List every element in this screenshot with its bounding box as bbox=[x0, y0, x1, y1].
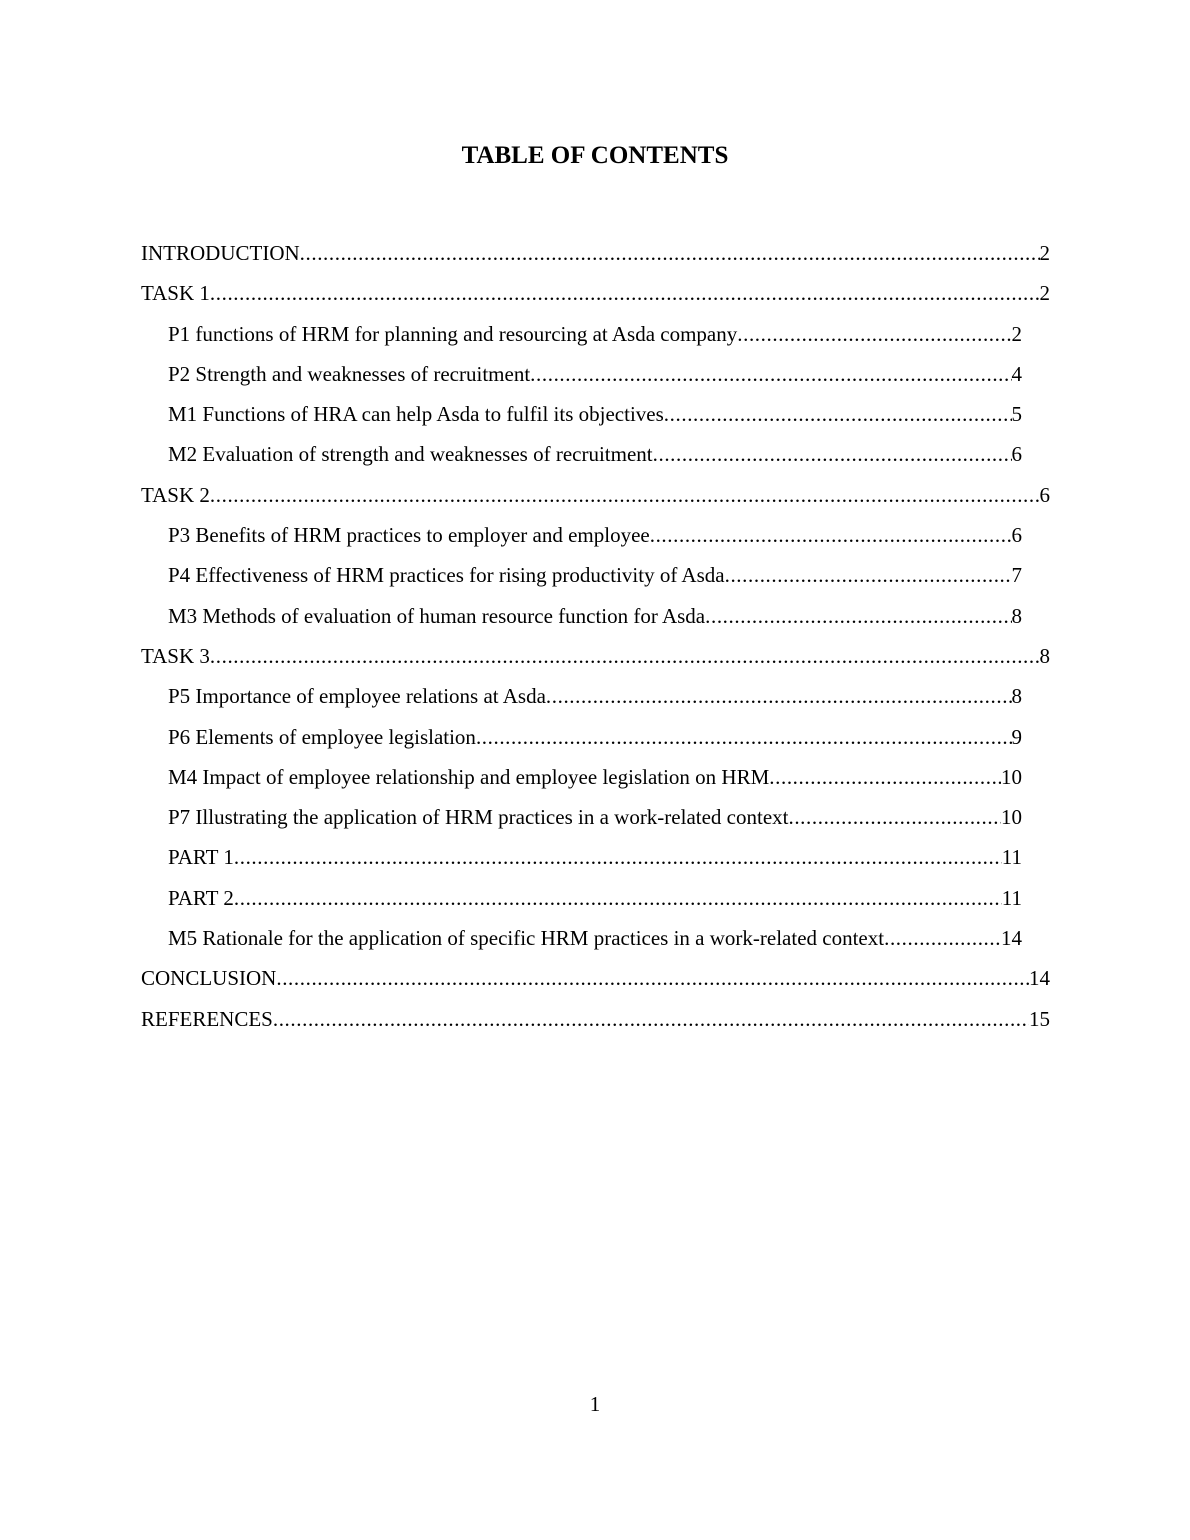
toc-leader-dots bbox=[210, 640, 1040, 672]
toc-entry-text: M3 Methods of evaluation of human resource function for Asda bbox=[168, 603, 706, 628]
toc-entry[interactable] bbox=[141, 479, 1050, 519]
toc-leader-dots bbox=[300, 237, 1040, 269]
toc-entry-page: 6 bbox=[1039, 482, 1050, 507]
toc-entry-page: 14 bbox=[1001, 926, 1022, 951]
toc-entry[interactable] bbox=[168, 358, 1022, 398]
toc-leader-dots bbox=[650, 519, 1012, 551]
toc-leader-dots bbox=[725, 559, 1012, 591]
toc-entry[interactable] bbox=[141, 237, 1050, 277]
toc-leader-dots bbox=[276, 962, 1029, 994]
toc-entry-page: 11 bbox=[1001, 845, 1022, 870]
toc-title: TABLE OF CONTENTS bbox=[461, 142, 729, 169]
toc-entry-text: P6 Elements of employee legislation bbox=[168, 724, 476, 749]
toc-entry[interactable] bbox=[168, 600, 1022, 640]
toc-entry[interactable] bbox=[168, 922, 1022, 962]
toc-entry-text: INTRODUCTION bbox=[141, 241, 300, 265]
toc-entry-text: P1 functions of HRM for planning and resourcing at Asda company bbox=[168, 321, 738, 346]
toc-leader-dots bbox=[476, 721, 1012, 753]
toc-entry[interactable] bbox=[141, 640, 1050, 680]
toc-leader-dots bbox=[234, 882, 1002, 914]
toc-leader-dots bbox=[530, 358, 1011, 390]
toc-entry[interactable] bbox=[168, 721, 1022, 761]
toc-leader-dots bbox=[788, 801, 1001, 833]
toc-entry-page: 8 bbox=[1039, 643, 1050, 668]
toc-entry-page: 15 bbox=[1029, 1006, 1050, 1031]
toc-leader-dots bbox=[705, 600, 1011, 632]
toc-entry[interactable] bbox=[168, 559, 1022, 599]
toc-leader-dots bbox=[884, 922, 1001, 954]
toc-entry-text: M5 Rationale for the application of specific HRM practices in a work-related context bbox=[168, 926, 885, 951]
toc-entry-text: M2 Evaluation of strength and weaknesses of recruitment bbox=[168, 442, 653, 467]
toc-entry[interactable] bbox=[168, 882, 1022, 922]
toc-entry-page: 5 bbox=[1011, 402, 1022, 427]
toc-leader-dots bbox=[737, 318, 1011, 350]
toc-entry-page: 10 bbox=[1001, 805, 1022, 830]
toc-entry-text: P2 Strength and weaknesses of recruitment bbox=[168, 361, 531, 386]
toc-entry[interactable] bbox=[168, 761, 1022, 801]
toc-entry[interactable] bbox=[168, 318, 1022, 358]
toc-entry-text: P3 Benefits of HRM practices to employer and employee bbox=[168, 523, 650, 548]
toc-entry-text: CONCLUSION bbox=[141, 966, 277, 991]
toc-entry-text: P7 Illustrating the application of HRM practices in a work-related context bbox=[168, 805, 789, 830]
toc-leader-dots bbox=[273, 1003, 1029, 1035]
toc-entry[interactable] bbox=[141, 277, 1050, 317]
toc-entry-text: TASK 1 bbox=[141, 281, 210, 306]
toc-leader-dots bbox=[210, 479, 1040, 511]
toc-entry[interactable] bbox=[168, 841, 1022, 881]
toc-leader-dots bbox=[546, 680, 1012, 712]
toc-entry-text: P5 Importance of employee relations at Asda bbox=[168, 684, 546, 709]
toc-entry-page: 6 bbox=[1011, 523, 1022, 548]
toc-entry[interactable] bbox=[168, 398, 1022, 438]
toc-entry-page: 8 bbox=[1011, 603, 1022, 628]
page-number: 1 bbox=[589, 1392, 601, 1416]
toc-entry[interactable] bbox=[168, 438, 1022, 478]
toc-entry-page: 11 bbox=[1001, 885, 1022, 910]
toc-entry[interactable] bbox=[141, 1003, 1050, 1043]
toc-entry-text: PART 1 bbox=[168, 845, 234, 870]
toc-list bbox=[0, 237, 1190, 1043]
toc-leader-dots bbox=[234, 841, 1002, 873]
toc-entry[interactable] bbox=[168, 519, 1022, 559]
toc-entry[interactable] bbox=[168, 801, 1022, 841]
toc-entry-text: P4 Effectiveness of HRM practices for rising productivity of Asda bbox=[168, 563, 725, 588]
toc-leader-dots bbox=[653, 438, 1012, 470]
toc-entry-text: TASK 3 bbox=[141, 643, 210, 668]
toc-leader-dots bbox=[664, 398, 1012, 430]
toc-entry[interactable] bbox=[168, 680, 1022, 720]
toc-entry-page: 2 bbox=[1011, 321, 1022, 346]
toc-entry-page: 4 bbox=[1011, 361, 1022, 386]
toc-entry-text: REFERENCES bbox=[141, 1006, 273, 1031]
toc-entry-page: 10 bbox=[1001, 764, 1022, 789]
toc-entry-page: 7 bbox=[1011, 563, 1022, 588]
toc-entry-page: 2 bbox=[1039, 281, 1050, 306]
toc-leader-dots bbox=[210, 277, 1040, 309]
toc-entry-page: 14 bbox=[1029, 966, 1050, 991]
toc-entry-text: PART 2 bbox=[168, 885, 234, 910]
toc-entry-text: M4 Impact of employee relationship and employee legislation on HRM bbox=[168, 764, 770, 789]
toc-entry-page: 6 bbox=[1011, 442, 1022, 467]
toc-entry-page: 9 bbox=[1011, 724, 1022, 749]
toc-entry-text: TASK 2 bbox=[141, 482, 210, 507]
toc-entry-page: 8 bbox=[1011, 684, 1022, 709]
toc-entry-page: 2 bbox=[1039, 241, 1050, 265]
toc-entry-text: M1 Functions of HRA can help Asda to fulfil its objectives bbox=[168, 402, 664, 427]
toc-leader-dots bbox=[769, 761, 1001, 793]
toc-entry[interactable] bbox=[141, 962, 1050, 1002]
